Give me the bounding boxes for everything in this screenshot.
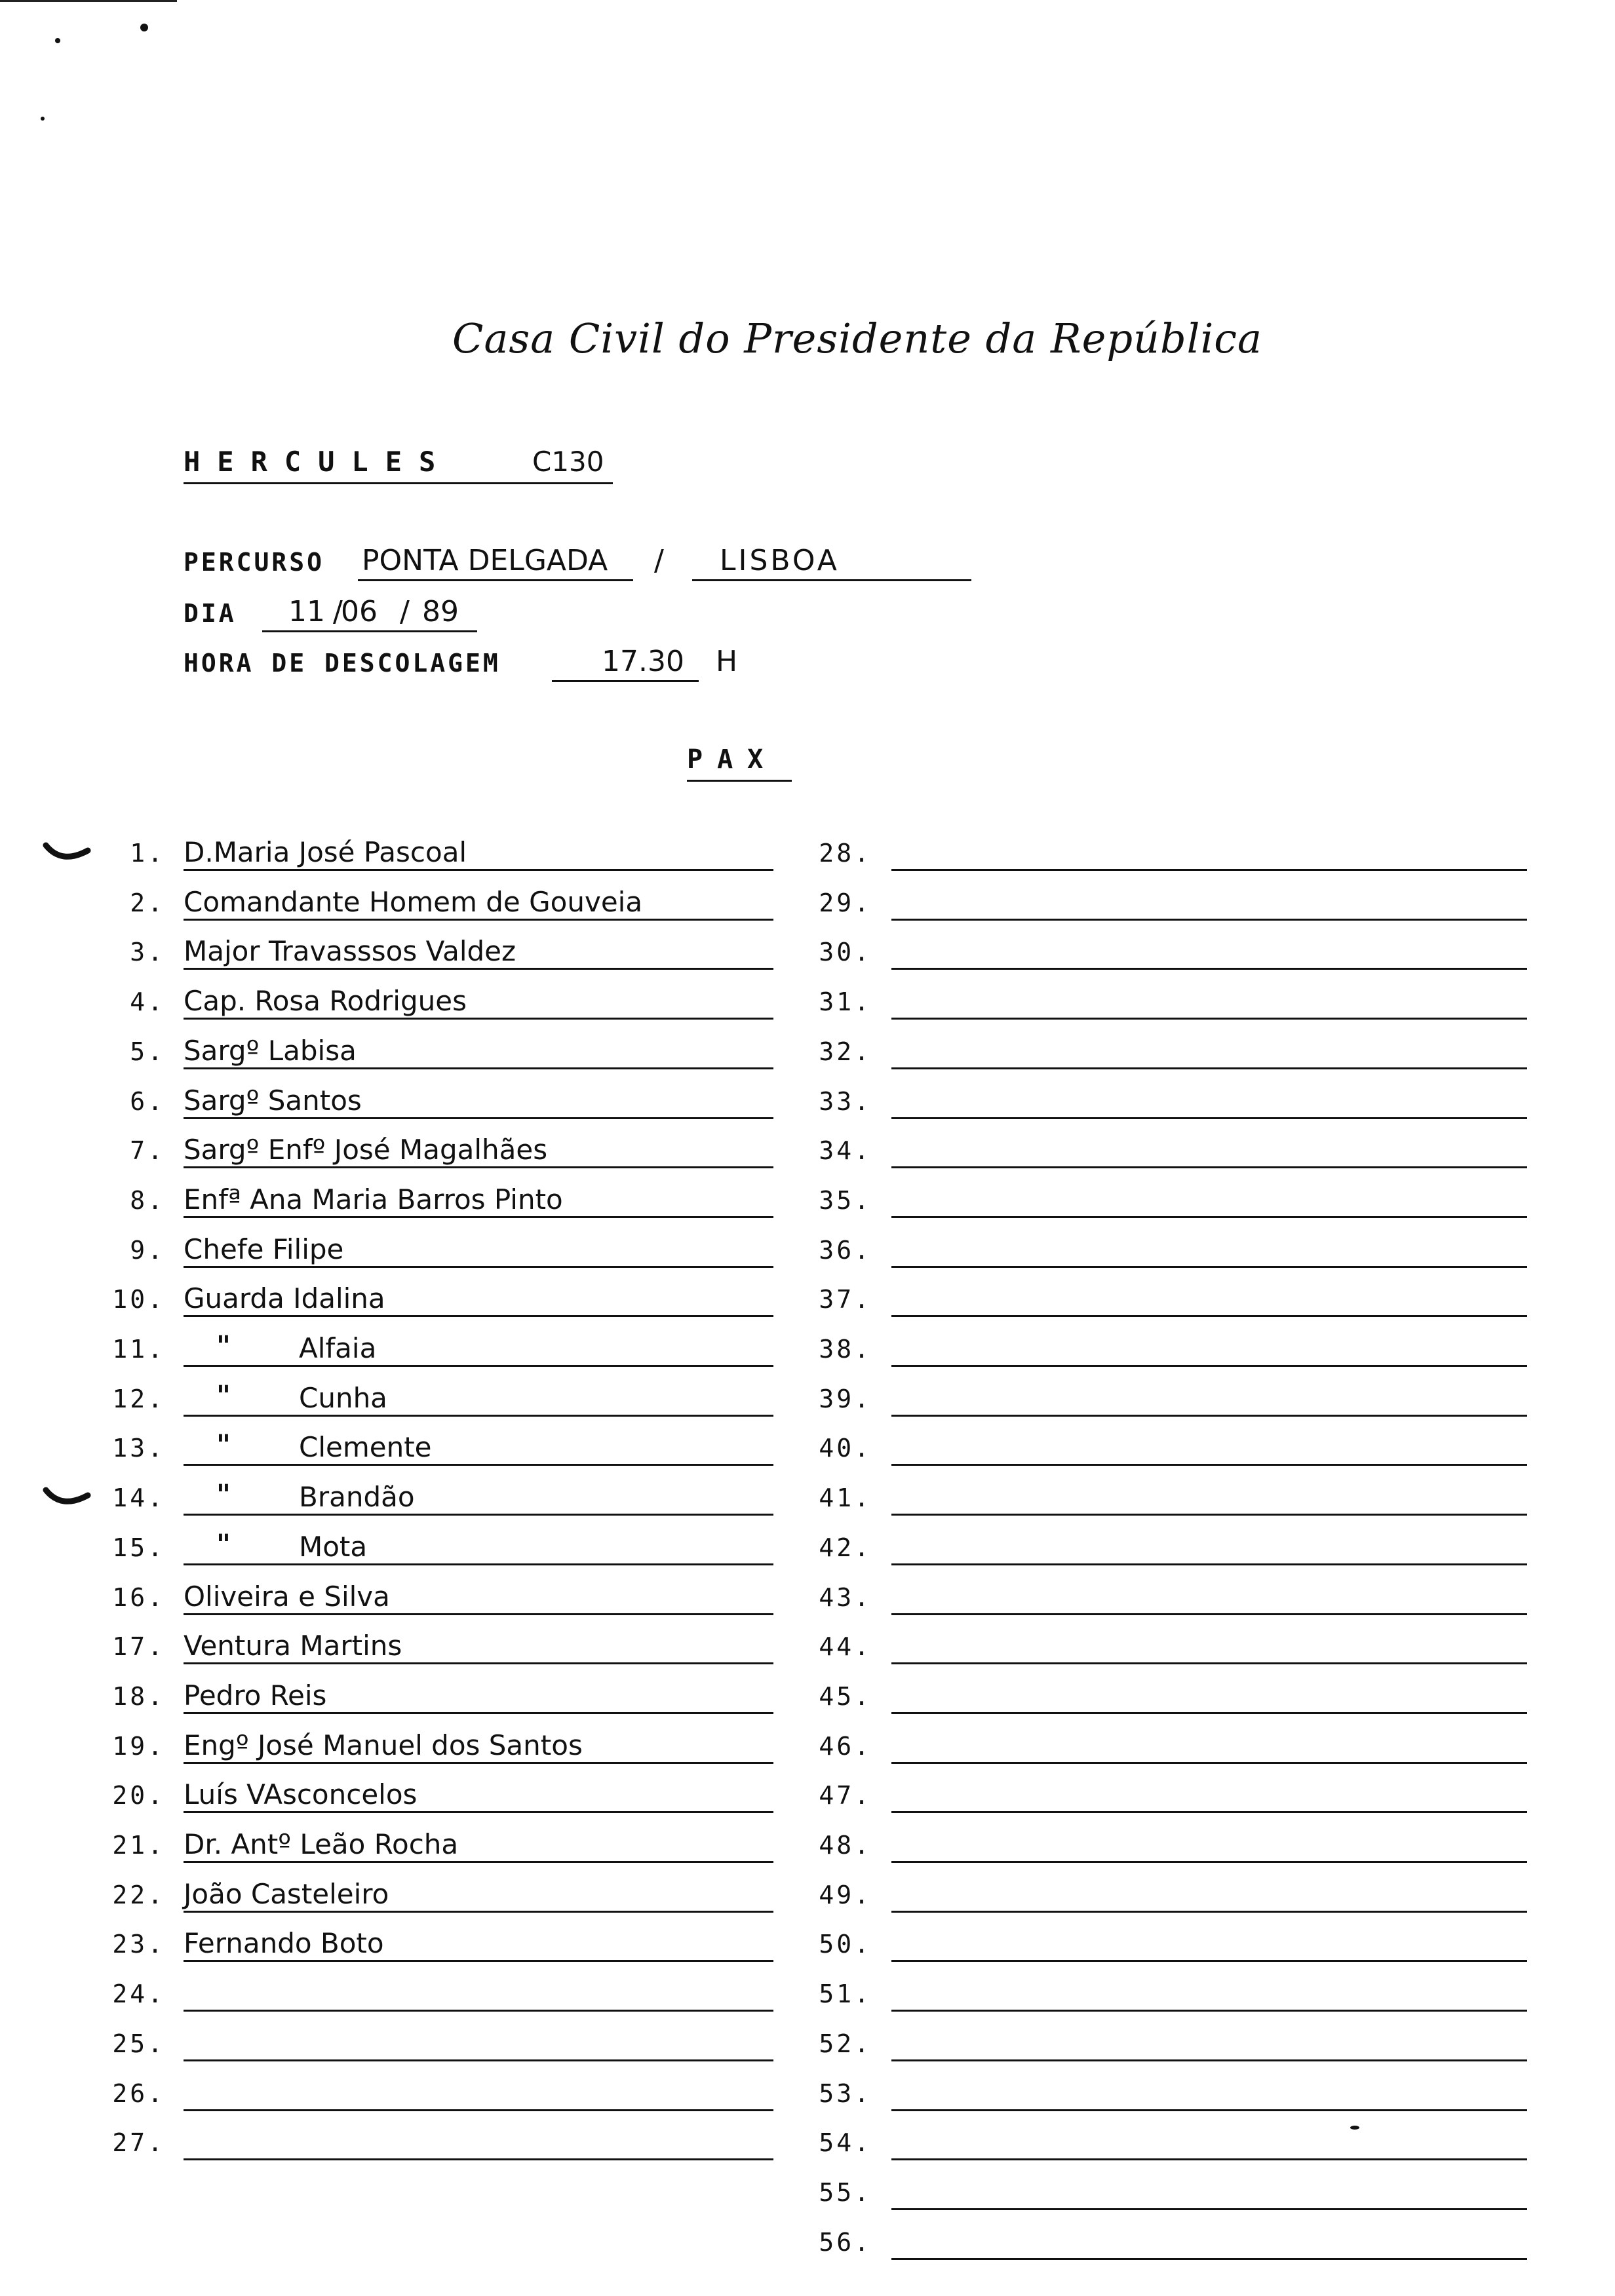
aircraft-label: HERCULES (184, 446, 453, 478)
list-item (0, 1034, 1615, 1087)
passenger-number: 13. (112, 1434, 165, 1463)
passenger-number: 19. (112, 1731, 165, 1761)
date-month: 06 (341, 595, 378, 628)
passenger-number: 33. (819, 1086, 872, 1116)
passenger-number: 5. (130, 1037, 165, 1066)
name-line (891, 1266, 1527, 1268)
name-line (891, 1315, 1527, 1317)
list-item (0, 1881, 1615, 1930)
passenger-number: 22. (112, 1880, 165, 1909)
passenger-number: 8. (130, 1185, 165, 1215)
list-item (0, 1335, 1615, 1385)
passenger-number: 44. (819, 1632, 872, 1662)
passenger-number: 2. (130, 888, 165, 917)
passenger-name: Sargº Labisa (184, 1034, 357, 1067)
list-item (0, 2128, 1615, 2178)
list-item (0, 1732, 1615, 1782)
list-item (0, 1930, 1615, 1980)
list-item (0, 889, 1615, 938)
name-line (891, 919, 1527, 921)
passenger-number: 15. (112, 1533, 165, 1562)
passenger-number: 23. (112, 1930, 165, 1959)
name-line (891, 2010, 1527, 2012)
ditto-mark: " (216, 1428, 231, 1461)
passenger-name: Pedro Reis (184, 1679, 327, 1712)
passenger-number: 49. (819, 1880, 872, 1909)
name-line (891, 2158, 1527, 2160)
passenger-name: D.Maria José Pascoal (184, 836, 467, 868)
passenger-number: 17. (112, 1632, 165, 1662)
passenger-number: 32. (819, 1037, 872, 1066)
name-line (891, 2109, 1527, 2111)
list-item (0, 2029, 1615, 2079)
passenger-number: 4. (130, 987, 165, 1017)
name-line (891, 1166, 1527, 1168)
list-item (0, 1236, 1615, 1286)
passenger-number: 21. (112, 1831, 165, 1860)
passenger-number: 53. (819, 2078, 872, 2108)
passenger-number: 20. (112, 1781, 165, 1810)
passenger-name: Luís VAsconcelos (184, 1778, 418, 1811)
list-item (0, 1632, 1615, 1682)
passenger-name: Guarda Idalina (184, 1282, 385, 1315)
passenger-number: 14. (112, 1483, 165, 1513)
passenger-number: 30. (819, 938, 872, 967)
name-line (891, 869, 1527, 871)
list-item (0, 1583, 1615, 1633)
list-item (0, 1980, 1615, 2029)
date-separator: / (400, 595, 410, 628)
ditto-mark: " (216, 1527, 231, 1560)
passenger-name: Chefe Filipe (184, 1233, 344, 1265)
passenger-number: 52. (819, 2029, 872, 2058)
list-item (0, 1781, 1615, 1831)
passenger-name: Major Travasssos Valdez (184, 935, 516, 968)
passenger-name: Brandão (299, 1481, 415, 1514)
name-line (891, 968, 1527, 970)
name-line (891, 1861, 1527, 1863)
passenger-number: 35. (819, 1185, 872, 1215)
passenger-number: 31. (819, 987, 872, 1017)
name-line (891, 1563, 1527, 1565)
passenger-number: 39. (819, 1384, 872, 1413)
passenger-name: Enfª Ana Maria Barros Pinto (184, 1183, 563, 1215)
passenger-number: 43. (819, 1582, 872, 1612)
passenger-number: 24. (112, 1980, 165, 2009)
passenger-number: 45. (819, 1681, 872, 1711)
name-line (891, 2059, 1527, 2061)
passenger-number: 16. (112, 1582, 165, 1612)
passenger-number: 25. (112, 2029, 165, 2058)
passenger-number: 37. (819, 1285, 872, 1314)
passenger-name: Clemente (299, 1431, 432, 1464)
list-item (0, 2228, 1615, 2278)
name-line (891, 2208, 1527, 2210)
name-line (891, 1365, 1527, 1367)
name-line (891, 1067, 1527, 1069)
takeoff-unit: H (716, 645, 738, 678)
ditto-mark: " (216, 1379, 231, 1411)
passenger-number: 6. (130, 1086, 165, 1116)
passenger-name: João Casteleiro (184, 1877, 389, 1910)
passenger-number: 46. (819, 1731, 872, 1761)
list-item (0, 1831, 1615, 1881)
list-item (0, 1136, 1615, 1186)
passenger-name: Alfaia (299, 1332, 377, 1364)
route-to: LISBOA (720, 544, 840, 577)
passenger-number: 54. (819, 2128, 872, 2158)
passenger-name: Ventura Martins (184, 1630, 402, 1662)
passenger-name: Sargº Enfº José Magalhães (184, 1134, 548, 1166)
passenger-number: 1. (130, 839, 165, 868)
passenger-number: 26. (112, 2078, 165, 2108)
passenger-number: 50. (819, 1930, 872, 1959)
name-line (891, 1216, 1527, 1218)
list-item (0, 1186, 1615, 1236)
name-line (891, 1613, 1527, 1615)
name-line (891, 1712, 1527, 1714)
name-line (891, 1960, 1527, 1962)
passenger-number: 36. (819, 1235, 872, 1265)
name-line (891, 1811, 1527, 1813)
passenger-number: 11. (112, 1335, 165, 1364)
date-label: DIA (184, 599, 237, 628)
passenger-number: 48. (819, 1831, 872, 1860)
passenger-number: 38. (819, 1335, 872, 1364)
passenger-number: 40. (819, 1434, 872, 1463)
passenger-name: Dr. Antº Leão Rocha (184, 1828, 459, 1860)
passenger-number: 34. (819, 1136, 872, 1166)
name-line (891, 1514, 1527, 1516)
passenger-number: 42. (819, 1533, 872, 1562)
passenger-number: 56. (819, 2227, 872, 2257)
list-item (0, 1385, 1615, 1434)
takeoff-label: HORA DE DESCOLAGEM (184, 649, 501, 678)
list-item (0, 1087, 1615, 1137)
aircraft-model: C130 (532, 446, 604, 478)
passenger-name: Mota (299, 1530, 368, 1563)
passenger-number: 55. (819, 2177, 872, 2207)
name-line (891, 1415, 1527, 1417)
name-line (891, 1018, 1527, 1020)
takeoff-time: 17.30 (602, 645, 684, 678)
passenger-name: Sargº Santos (184, 1084, 362, 1117)
name-line (891, 2258, 1527, 2260)
date-day: 11 (288, 595, 325, 628)
date-separator: / (333, 595, 343, 628)
route-separator: / (654, 544, 664, 577)
list-item (0, 1530, 1615, 1583)
passenger-number: 51. (819, 1980, 872, 2009)
passenger-name: Comandante Homem de Gouveia (184, 885, 643, 918)
list-item (0, 839, 1615, 889)
ditto-mark: " (216, 1478, 231, 1511)
list-item (0, 2079, 1615, 2129)
passenger-name: Oliveira e Silva (184, 1580, 390, 1613)
passenger-name: Cap. Rosa Rodrigues (184, 985, 467, 1018)
list-item (0, 1483, 1615, 1533)
name-line (891, 1464, 1527, 1466)
route-label: PERCURSO (184, 548, 325, 577)
passenger-number: 9. (130, 1235, 165, 1265)
name-line (891, 1762, 1527, 1764)
route-from: PONTA DELGADA (362, 544, 608, 577)
passenger-number: 47. (819, 1781, 872, 1810)
passenger-number: 41. (819, 1483, 872, 1513)
date-year: 89 (422, 595, 459, 628)
name-line (891, 1911, 1527, 1913)
list-item (0, 1434, 1615, 1483)
passenger-name: Cunha (299, 1381, 387, 1414)
passenger-number: 18. (112, 1681, 165, 1711)
passenger-number: 29. (819, 888, 872, 917)
list-item (0, 1682, 1615, 1732)
passenger-name: Fernando Boto (184, 1927, 384, 1960)
passenger-number: 10. (112, 1285, 165, 1314)
passenger-number: 12. (112, 1384, 165, 1413)
ditto-mark: " (216, 1330, 231, 1362)
list-item (0, 1285, 1615, 1335)
passenger-name: Engº José Manuel dos Santos (184, 1729, 583, 1761)
passenger-number: 27. (112, 2128, 165, 2158)
passenger-number: 3. (130, 938, 165, 967)
list-item (0, 987, 1615, 1037)
letterhead: Casa Civil do Presidente da República (452, 315, 1262, 362)
name-line (891, 1117, 1527, 1119)
pax-heading: PAX (687, 744, 778, 775)
list-item (0, 2178, 1615, 2228)
passenger-number: 28. (819, 839, 872, 868)
list-item (0, 938, 1615, 987)
passenger-number: 7. (130, 1136, 165, 1166)
name-line (891, 1662, 1527, 1664)
